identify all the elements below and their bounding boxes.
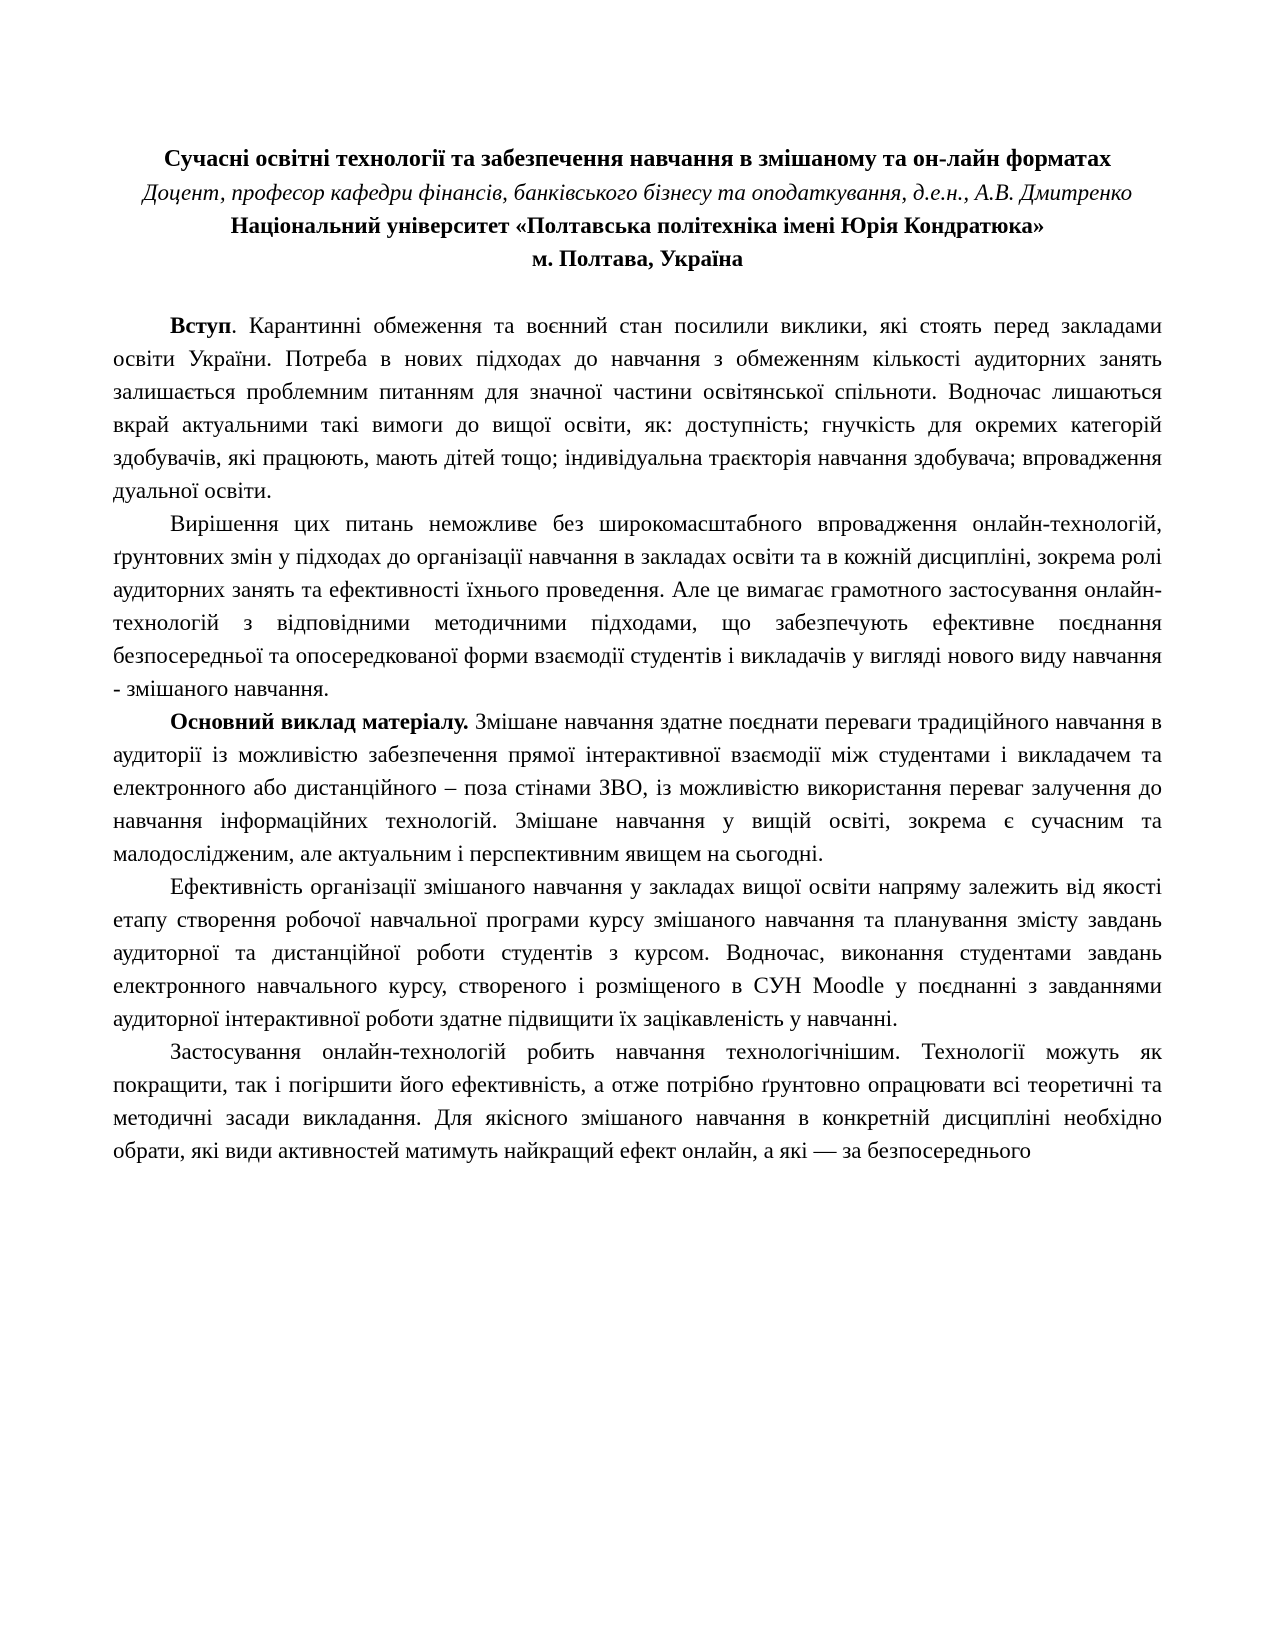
paragraph-main-section (113, 705, 1162, 870)
paragraph-text: . Карантинні обмеження та воєнний стан посилили виклики, які стоять перед закладами освіти України. Потреба в нових підходах до навчання з обмеженням кількості аудиторних занять залишається проблемним питанням для значної частини освітянської спільноти. Водночас лишаються вкрай актуальними такі вимоги до вищої освіти, як: доступність; гнучкість для окремих категорій здобувачів, які працюють, мають дітей тощо; індивідуальна траєкторія навчання здобувача; впровадження дуальної освіти. (113, 313, 1162, 503)
paragraph (113, 1035, 1162, 1167)
paragraph-text: Вирішення цих питань неможливе без широкомасштабного впровадження онлайн-технологій, ґрунтовних змін у підходах до організації навчання в закладах освіти та в кожній дисципліні, зокрема ролі аудиторних занять та ефективності їхнього проведення. Але це вимагає грамотного застосування онлайн-технологій з відповідними методичними підходами, що забезпечують ефективне поєднання безпосередньої та опосередкованої форми взаємодії студентів і викладачів у вигляді нового виду навчання - змішаного навчання. (113, 511, 1162, 701)
paragraph (113, 507, 1162, 705)
author-line: Доцент, професор кафедри фінансів, банківського бізнесу та оподаткування, д.е.н., А.В. Дмитренко (142, 180, 1133, 205)
paragraph-intro (113, 309, 1162, 507)
paragraph (113, 870, 1162, 1035)
paragraph-lead: Основний виклад матеріалу. (170, 709, 469, 734)
document-title: Сучасні освітні технології та забезпечення навчання в змішаному та он-лайн форматах (163, 146, 1112, 172)
affiliation-location: м. Полтава, Україна (531, 246, 744, 271)
document-body (113, 309, 1162, 1167)
paragraph-text: Змішане навчання здатне поєднати переваги традиційного навчання в аудиторії із можливістю забезпечення прямої інтерактивної взаємодії між студентами і викладачем та електронного або дистанційного – поза стінами ЗВО, із можливістю використання переваг залучення до навчання інформаційних технологій. Змішане навчання у вищій освіті, зокрема є сучасним та малодослідженим, але актуальним і перспективним явищем на сьогодні. (113, 709, 1163, 866)
affiliation-university: Національний університет «Полтавська політехніка імені Юрія Кондратюка» (230, 213, 1045, 238)
paragraph-lead: Вступ (170, 313, 232, 338)
paragraph-text: Ефективність організації змішаного навчання у закладах вищої освіти напряму залежить від якості етапу створення робочої навчальної програми курсу змішаного навчання та планування змісту завдань аудиторної та дистанційної роботи студентів з курсом. Водночас, виконання студентами завдань електронного навчального курсу, створеного і розміщеного в СУН Moodle у поєднанні з завданнями аудиторної інтерактивної роботи здатне підвищити їх зацікавленість у навчанні. (113, 874, 1162, 1031)
paragraph-text: Застосування онлайн-технологій робить навчання технологічнішим. Технології можуть як покращити, так і погіршити його ефективність, а отже потрібно ґрунтовно опрацювати всі теоретичні та методичні засади викладання. Для якісного змішаного навчання в конкретній дисципліні необхідно обрати, які види активностей матимуть найкращий ефект онлайн, а які — за безпосереднього (113, 1039, 1162, 1163)
affiliation-block (113, 209, 1162, 275)
